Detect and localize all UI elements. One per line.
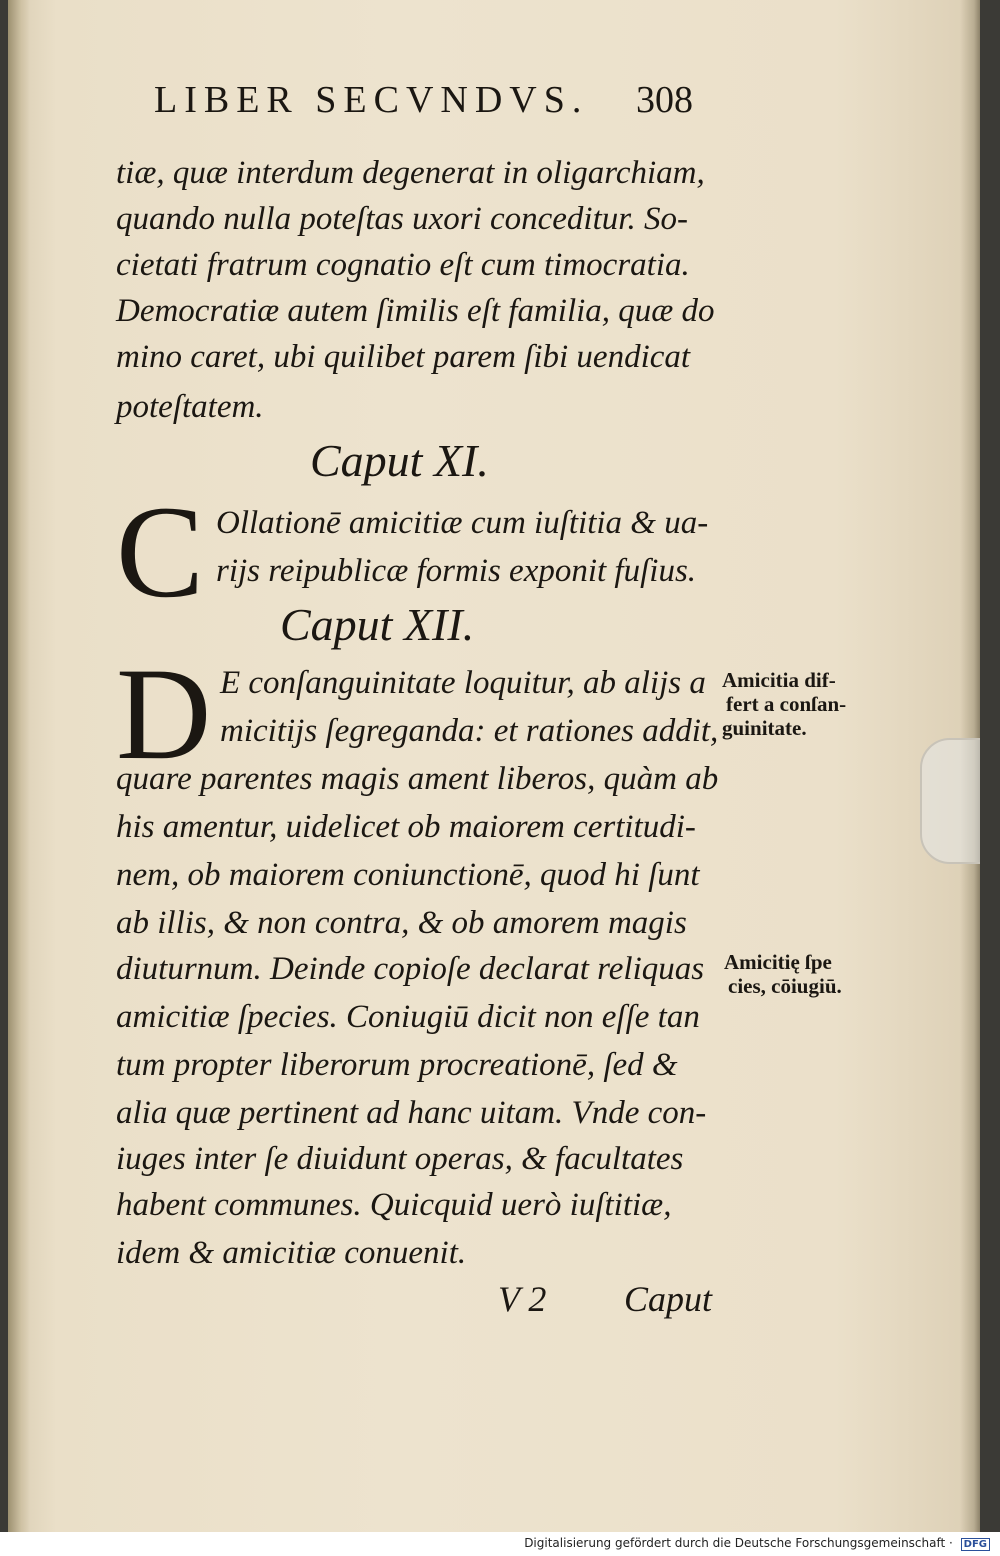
text-line: rijs reipublicæ formis exponit fuſius. — [216, 553, 697, 589]
marginal-note-line: guinitate. — [722, 716, 807, 740]
text-line: amicitiæ ſpecies. Coniugiū dicit non eſſe tan — [116, 999, 700, 1035]
funding-credit-text: Digitalisierung gefördert durch die Deutsche Forschungsgemeinschaft · — [524, 1536, 953, 1550]
text-line: tiæ, quæ interdum degenerat in oligarchiam, — [116, 155, 705, 191]
text-line: tum propter liberorum procreationē, ſed & — [116, 1047, 678, 1083]
text-line: diuturnum. Deinde copioſe declarat reliquas — [116, 951, 705, 987]
funding-credit — [524, 1536, 990, 1551]
text-line: cietati fratrum cognatio eſt cum timocratia. — [116, 247, 690, 283]
marginal-note-line: fert a conſan- — [726, 692, 847, 716]
dfg-logo: DFG — [961, 1538, 990, 1551]
marginal-note — [724, 950, 842, 998]
text-line: quando nulla poteſtas uxori conceditur. So- — [116, 201, 688, 237]
text-line: alia quæ pertinent ad hanc uitam. Vnde con- — [116, 1095, 707, 1131]
folio-number: 308 — [636, 79, 693, 121]
text-line: idem & amicitiæ conuenit. — [116, 1235, 467, 1271]
text-line: his amentur, uidelicet ob maiorem certitudi- — [116, 809, 696, 845]
text-line: Ollationē amicitiæ cum iuſtitia & ua- — [216, 505, 709, 541]
text-line: ab illis, & non contra, & ob amorem magis — [116, 905, 687, 941]
page-clip-holder — [920, 738, 980, 864]
text-line: habent communes. Quicquid uerò iuſtitiæ, — [116, 1187, 672, 1223]
caput-xi-heading: Caput XI. — [310, 435, 489, 486]
marginal-note — [722, 668, 846, 740]
text-line: micitijs ſegreganda: et rationes addit, — [220, 713, 719, 749]
marginal-note-line: Amicitia dif- — [722, 668, 836, 692]
catchword: Caput — [624, 1279, 713, 1319]
caput-xii-heading: Caput XII. — [280, 599, 475, 650]
text-line: mino caret, ubi quilibet parem ſibi uendicat — [116, 339, 691, 375]
page-gutter-shadow — [8, 0, 30, 1532]
signature-mark: V 2 — [498, 1279, 547, 1319]
text-line: iuges inter ſe diuidunt operas, & facultates — [116, 1141, 684, 1177]
running-title: LIBER SECVNDVS. — [154, 79, 589, 121]
text-line: quare parentes magis ament liberos, quàm ab — [116, 761, 719, 797]
text-line: nem, ob maiorem coniunctionē, quod hi ſunt — [116, 857, 700, 893]
text-line: poteſtatem. — [116, 389, 264, 425]
text-line: Democratiæ autem ſimilis eſt familia, quæ do — [116, 293, 715, 329]
book-page — [8, 0, 980, 1532]
marginal-note-line: cies, cōiugiū. — [728, 974, 842, 998]
marginal-note-line: Amicitię ſpe — [724, 950, 832, 974]
drop-initial-d: D — [116, 640, 212, 787]
text-line: E conſanguinitate loquitur, ab alijs a — [220, 665, 706, 701]
drop-initial-c: C — [116, 478, 205, 625]
